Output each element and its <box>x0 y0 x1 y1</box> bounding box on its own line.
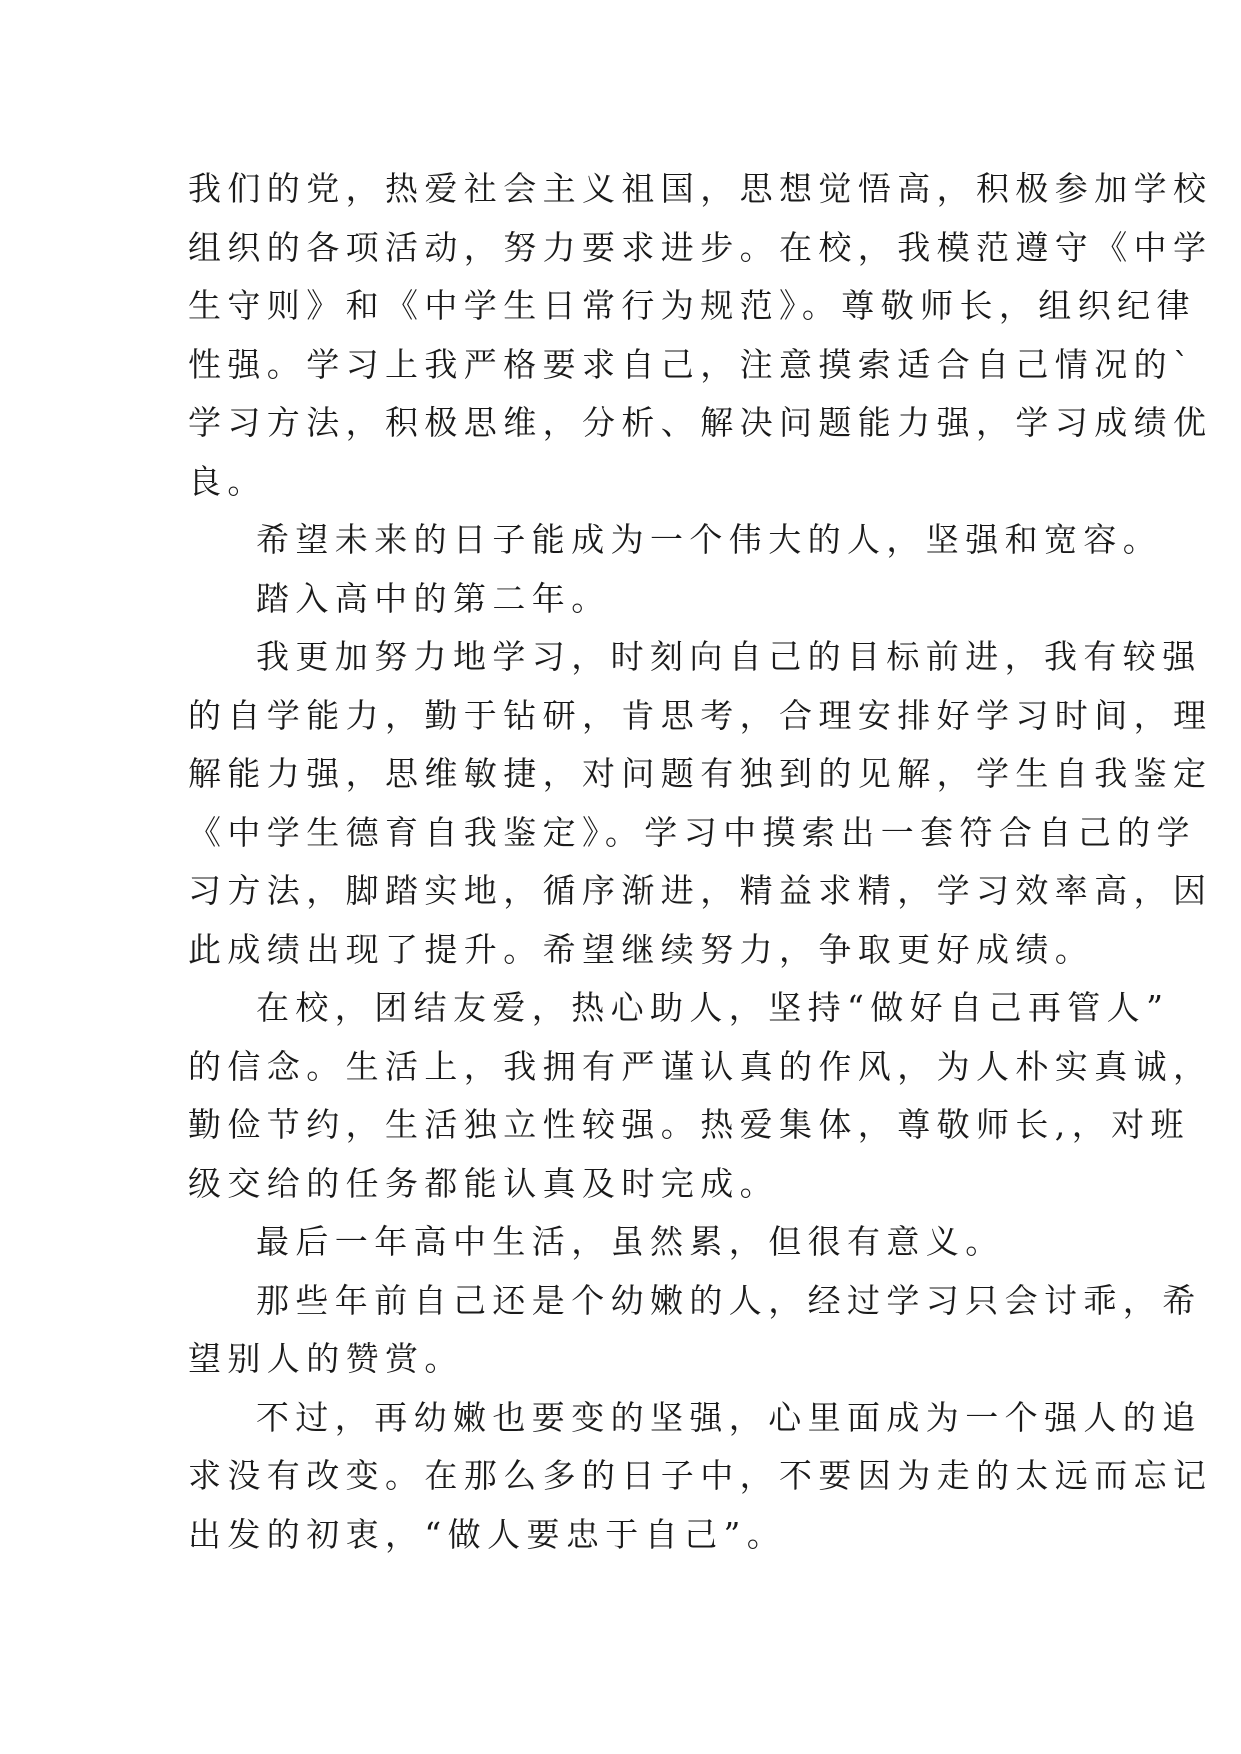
text-line: 我更加努力地学习，时刻向自己的目标前进，我有较强 <box>256 637 1202 676</box>
text-line: 希望未来的日子能成为一个伟大的人，坚强和宽容。 <box>256 520 1163 559</box>
text-line: 的自学能力，勤于钻研，肯思考，合理安排好学习时间，理 <box>188 695 1213 735</box>
text-line: 学习方法，积极思维，分析、解决问题能力强，学习成绩优 <box>188 403 1213 442</box>
text-line: 生守则》和《中学生日常行为规范》。尊敬师长，组织纪律 <box>188 286 1196 325</box>
text-line: 此成绩出现了提升。希望继续努力，争取更好成绩。 <box>188 929 1095 969</box>
text-line: 不过，再幼嫩也要变的坚强，心里面成为一个强人的追 <box>256 1397 1202 1437</box>
text-line: 的信念。生活上，我拥有严谨认真的作风，为人朴实真诚， <box>188 1046 1213 1086</box>
text-line: 解能力强，思维敏捷，对问题有独到的见解，学生自我鉴定 <box>188 754 1213 793</box>
text-line: 求没有改变。在那么多的日子中，不要因为走的太远而忘记 <box>188 1456 1213 1495</box>
document-body-text <box>188 160 1213 1564</box>
text-line: 踏入高中的第二年。 <box>256 578 611 618</box>
text-line: 最后一年高中生活，虽然累，但很有意义。 <box>256 1222 1005 1261</box>
text-line: 出发的初衷，“做人要忠于自己”。 <box>188 1514 787 1554</box>
text-line: 习方法，脚踏实地，循序渐进，精益求精，学习效率高，因 <box>188 871 1213 910</box>
text-line: 性强。学习上我严格要求自己，注意摸索适合自己情况的` <box>188 344 1196 384</box>
text-line: 组织的各项活动，努力要求进步。在校，我模范遵守《中学 <box>188 227 1213 267</box>
text-line: 在校，团结友爱，热心助人，坚持“做好自己再管人” <box>256 988 1170 1027</box>
text-line: 那些年前自己还是个幼嫩的人，经过学习只会讨乖，希 <box>256 1280 1202 1320</box>
text-line: 《中学生德育自我鉴定》。学习中摸索出一套符合自己的学 <box>188 812 1196 852</box>
text-line: 勤俭节约，生活独立性较强。热爱集体，尊敬师长,，对班 <box>188 1105 1190 1144</box>
text-line: 望别人的赞赏。 <box>188 1339 464 1378</box>
text-line: 我们的党，热爱社会主义祖国，思想觉悟高，积极参加学校 <box>188 169 1213 208</box>
text-line: 良。 <box>188 461 267 501</box>
text-line: 级交给的任务都能认真及时完成。 <box>188 1163 779 1203</box>
